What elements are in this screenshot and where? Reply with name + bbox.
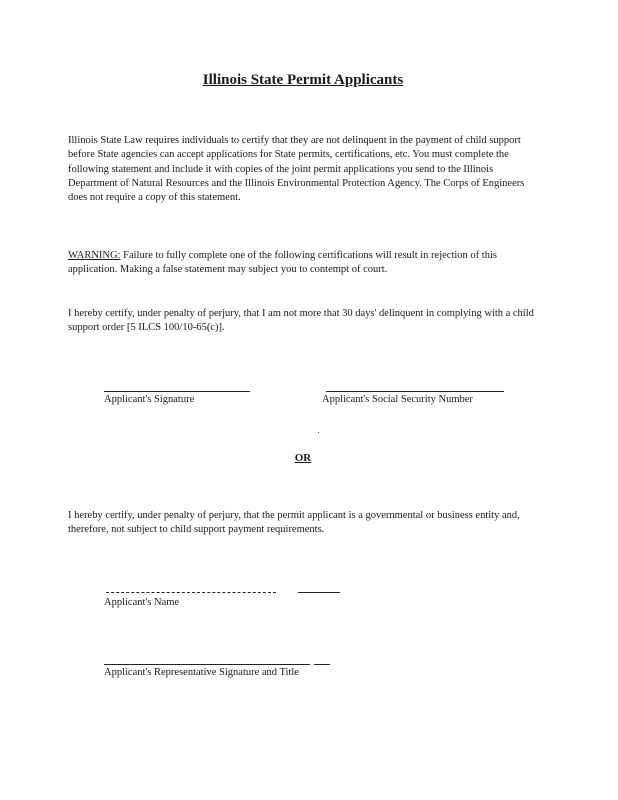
- warning-text: Failure to fully complete one of the following certifications will result in rejection of this application. Making a false statement may subject you to contempt of court.: [68, 250, 497, 276]
- applicant-signature-line[interactable]: [104, 391, 250, 392]
- or-separator: OR: [294, 452, 312, 464]
- applicant-ssn-line[interactable]: [326, 391, 504, 392]
- applicant-name-line-end: [298, 592, 340, 593]
- certification-delinquency: I hereby certify, under penalty of perjury, that I am not more that 30 days' delinquent in complying with a child support order [5 ILCS 100/10-65(c)].: [68, 308, 534, 334]
- scan-speck: [318, 432, 319, 433]
- applicant-signature-label: Applicant's Signature: [104, 394, 195, 405]
- intro-paragraph: Illinois State Law requires individuals to certify that they are not delinquent in the payment of child support before State agencies can accept applications for State permits, certifications, etc. You must complete the following statement and include it with copies of the joint permit applications you send to the Illinois Department of Natural Resources and the Illinois Environmental Protection Agency. The Corps of Engineers does not require a copy of this statement.: [68, 135, 525, 204]
- page-title: Illinois State Permit Applicants: [202, 72, 404, 88]
- warning-paragraph: [68, 249, 538, 278]
- representative-signature-line[interactable]: [104, 664, 310, 665]
- representative-signature-line-end: [314, 664, 330, 665]
- representative-signature-label: Applicant's Representative Signature and Title: [104, 667, 299, 678]
- applicant-ssn-label: Applicant's Social Security Number: [322, 394, 473, 405]
- certification-entity: I hereby certify, under penalty of perjury, that the permit applicant is a governmental or business entity and, therefore, not subject to child support payment requirements.: [68, 510, 520, 536]
- applicant-name-line[interactable]: [106, 592, 276, 593]
- applicant-name-label: Applicant's Name: [104, 597, 180, 608]
- warning-label: WARNING:: [68, 250, 121, 261]
